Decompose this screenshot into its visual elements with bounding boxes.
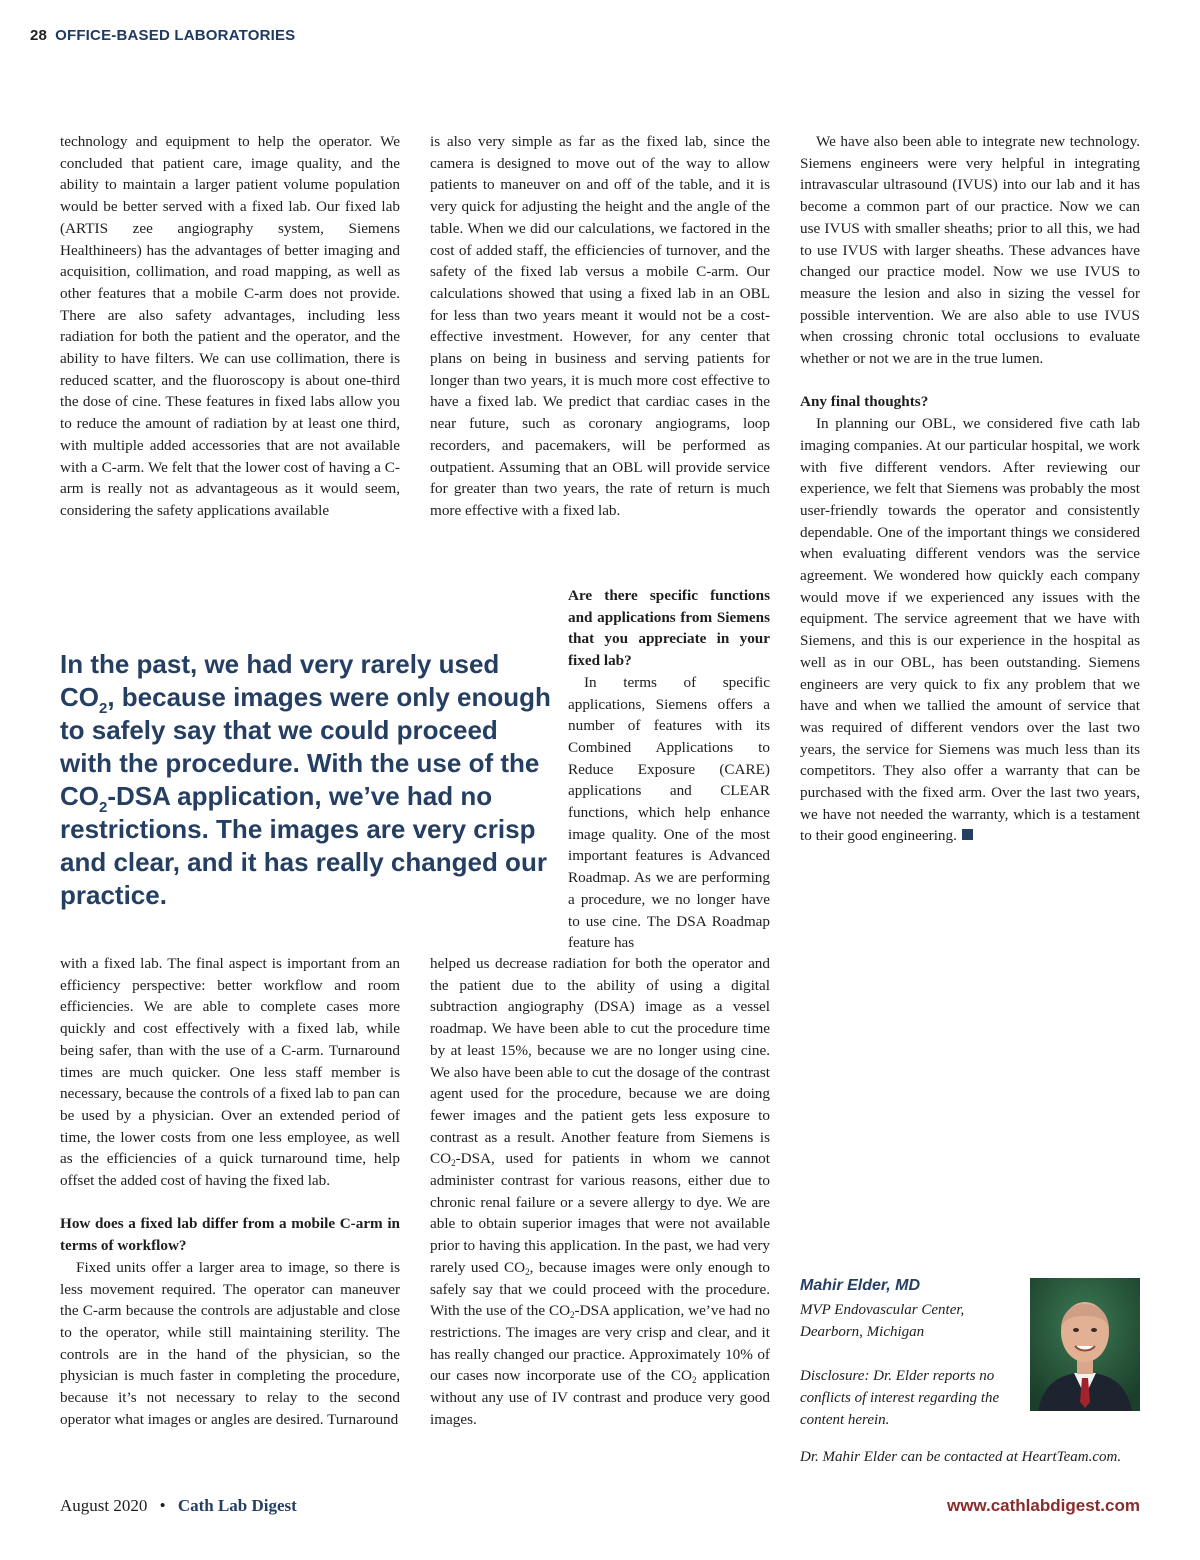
end-mark-icon: [962, 829, 973, 840]
pull-quote: In the past, we had very rarely used $CO_2$, because images were only enough to safely say that we could proceed with the procedure. With the use of the $CO_2$-DSA application, we’ve had no restrictions. The images are very crisp and clear, and it has really changed our practice.: [60, 649, 551, 910]
issue-date: August 2020: [60, 1496, 148, 1515]
author-bio: [800, 1275, 1020, 1431]
body-paragraph: In terms of specific applications, Siemens offers a number of features with its Combined Applications to Reduce Exposure (CARE) applications and CLEAR functions, which help enhance image quality. One of the most important features is Advanced Roadmap. As we are performing a procedure, we no longer have to use cine. The DSA Roadmap feature has: [568, 673, 770, 952]
body-paragraph: In planning our OBL, we considered five cath lab imaging companies. At our particular hospital, we work with five different vendors. After reviewing our experience, we felt that Siemens was probably the most user-friendly towards the operator and consistently dependable. One of the important things we considered when evaluating different vendors was the service agreement. We wondered how quickly each company would move if we experienced any issues with the equipment. The service agreement that we have with Siemens, and this is our experience in the hospital as well as in our OBL, has been outstanding. Siemens engineers are very quick to fix any problem that we have and when we tallied the amount of service that was required of different vendors over the last two years, the service for Siemens was much less than its competitors. They also offer a warranty that can be purchased with the fixed arm. Over the last two years, we have not needed the warranty, which is a testament to their good engineering.: [800, 415, 1140, 845]
author-contact: Dr. Mahir Elder can be contacted at HeartTeam.com.: [800, 1449, 1122, 1465]
footer-left: [60, 1496, 297, 1516]
website-link[interactable]: www.cathlabdigest.com: [946, 1496, 1140, 1515]
magazine-name: Cath Lab Digest: [177, 1496, 297, 1515]
page-number: 28: [30, 27, 48, 44]
body-paragraph: technology and equipment to help the operator. We concluded that patient care, image quality, and the ability to maintain a larger patient volume population would be better served with a fixed lab. Our fixed lab (ARTIS zee angiography system, Siemens Healthineers) has the advantages of better imaging and acquisition, collimation, and road mapping, as well as other features that a mobile C-arm does not provide. There are also safety advantages, including less radiation for both the patient and the operator, and the ability to have filters. We can use collimation, there is reduced scatter, and the fluoroscopy is about one-third the dose of cine. These features in fixed labs allow you to reduce the amount of radiation by at least one third, with multiple added accessories that are not available with a C-arm. We felt that the lower cost of having a C-arm is really not as advantageous as it would seem, considering the safety applications available: [60, 133, 400, 519]
disclosure: Disclosure: Dr. Elder reports no conflicts of interest regarding the content herein.: [800, 1368, 1000, 1428]
column-2-middle: [568, 585, 770, 954]
section-title: OFFICE-BASED LABORATORIES: [55, 27, 296, 44]
body-paragraph: Fixed units offer a larger area to image, so there is less movement required. The operator can maneuver the C-arm because the controls are adjustable and close to the operator, while still maintaining sterility. The controls are in the hand of the physician, so the physician is much faster in completing the procedure, because it’s not necessary to relay to the second operator what images or angles are desired. Turnaround: [60, 1258, 400, 1428]
footer-separator: •: [159, 1496, 166, 1515]
body-paragraph: We have also been able to integrate new technology. Siemens engineers were very helpful in integrating intravascular ultrasound (IVUS) into our lab and it has become a common part of our practice. Now we can use IVUS with smaller sheaths; prior to all this, we had to use IVUS with larger sheaths. These advances have changed our practice model. Now we use IVUS to measure the lesion and also in sizing the vessel for possible intervention. We are also able to use IVUS when crossing chronic total occlusions to evaluate whether or not we are in the true lumen.: [800, 133, 1140, 368]
question-heading: How does a fixed lab differ from a mobile C-arm in terms of workflow?: [60, 1215, 400, 1255]
column-1-bottom: [60, 953, 400, 1430]
author-photo: [1030, 1278, 1140, 1411]
column-2-top: [430, 131, 770, 522]
column-2-bottom: [430, 953, 770, 1430]
author-affiliation: MVP Endovascular Center,: [800, 1302, 965, 1318]
body-paragraph: is also very simple as far as the fixed lab, since the camera is designed to move out of the way to allow patients to maneuver on and off of the table, and it is very quick for adjusting the height and the angle of the table. When we did our calculations, we factored in the cost of added staff, the efficiencies of turnover, and the safety of the fixed lab versus a mobile C-arm. Our calculations showed that using a fixed lab in an OBL for less than two years meant it would not be a cost-effective investment. However, for any center that plans on being in business and serving patients for longer than two years, it is much more cost effective to have a fixed lab. We predict that cardiac cases in the near future, such as coronary angiograms, loop recorders, and pacemakers, will be performed as outpatient. Assuming that an OBL will provide service for greater than two years, the rate of return is much more effective with a fixed lab.: [430, 133, 770, 519]
portrait-icon: [1030, 1278, 1140, 1411]
column-3: [800, 131, 1140, 847]
running-header: [30, 27, 295, 44]
question-heading: Any final thoughts?: [800, 393, 929, 411]
body-paragraph: with a fixed lab. The final aspect is important from an efficiency perspective: better workflow and room efficiencies. We are able to complete cases more quickly and cost effectively with a fixed lab, while being safer, than with the use of a C-arm. Turnaround times are much quicker. One less staff member is necessary, because the controls of a fixed lab to pan can be used by a physician. Over an extended period of time, the lower costs from one less employee, as well as the efficiencies of a quick turnaround time, help offset the added cost of having the fixed lab.: [60, 955, 400, 1190]
author-name: Mahir Elder, MD: [800, 1277, 921, 1294]
column-1-top: [60, 131, 400, 522]
author-location: Dearborn, Michigan: [800, 1324, 925, 1340]
question-heading: Are there specific functions and applications from Siemens that you appreciate in your fixed lab?: [568, 587, 770, 670]
body-paragraph: helped us decrease radiation for both the operator and the patient due to the ability of using a digital subtraction angiography (DSA) image as a vessel roadmap. We have been able to cut the procedure time by at least 15%, because we are no longer using cine. We also have been able to cut the dosage of the contrast agent used for the procedure, because we are doing fewer images and the patient gets less exposure to contrast as a result. Another feature from Siemens is $CO_2$-DSA, used for patients in whom we cannot administer contrast for various reasons, either due to chronic renal failure or a severe allergy to dye. We are able to obtain superior images that were not available prior to having this application. In the past, we had very rarely used $CO_2$, because images were only enough to safely say that we could proceed with the procedure. With the use of the $CO_2$-DSA application, we’ve had no restrictions. The images are very crisp and clear, and it has really changed our practice. Approximately 10% of our cases now incorporate use of the $CO_2$ application without any use of IV contrast and produce very good images.: [430, 955, 770, 1428]
